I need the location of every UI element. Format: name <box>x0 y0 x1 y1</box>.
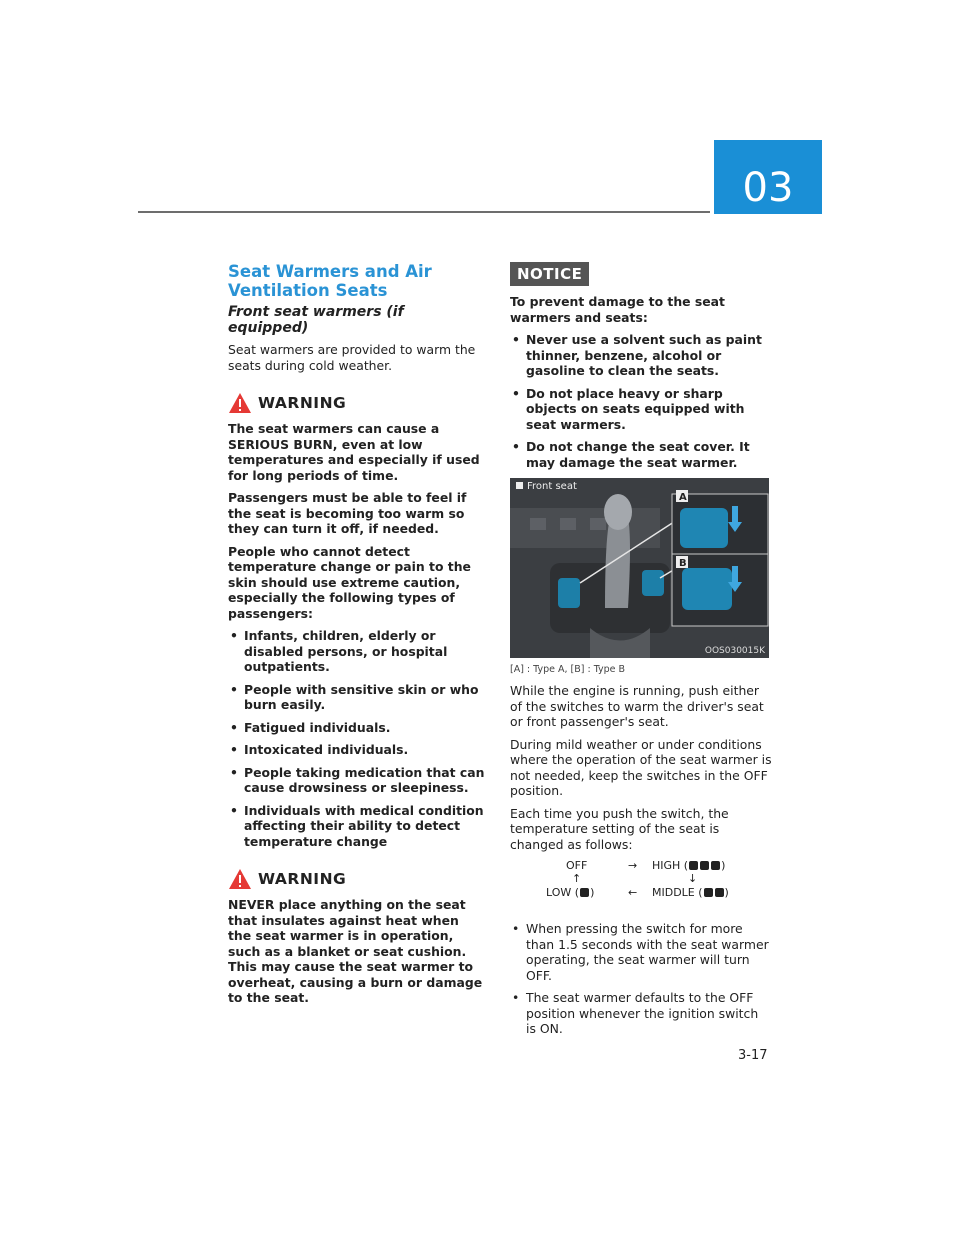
heat-icon <box>704 888 713 897</box>
temperature-cycle-diagram <box>546 859 766 911</box>
warning-label: WARNING <box>258 870 347 888</box>
body-p1: While the engine is running, push either of the switches to warm the driver's seat or front passenger's seat. <box>510 683 764 729</box>
list-item: • Individuals with medical condition affecting their ability to detect temperature change <box>228 803 486 850</box>
arrow-left-icon: ← <box>628 886 638 899</box>
notice-intro: To prevent damage to the seat warmers and seats: <box>510 294 725 325</box>
warning1-p2: Passengers must be able to feel if the seat is becoming too warm so they can turn it off, if needed. <box>228 490 467 536</box>
intro-text: Seat warmers are provided to warm the seats during cold weather. <box>228 342 476 373</box>
heat-icon <box>689 861 698 870</box>
header-rule <box>138 211 710 213</box>
callout-a: A <box>679 492 687 503</box>
cycle-off: OFF <box>566 859 588 872</box>
left-column <box>228 262 486 1013</box>
list-item: • The seat warmer defaults to the OFF position whenever the ignition switch is ON. <box>510 990 772 1037</box>
notes-list <box>510 921 772 1037</box>
figure-caption: [A] : Type A, [B] : Type B <box>510 664 626 675</box>
figure-label: Front seat <box>516 481 577 492</box>
cycle-high: HIGH ( ) <box>652 859 726 872</box>
console-illustration <box>510 478 769 658</box>
warning1-p1: The seat warmers can cause a SERIOUS BURN, even at low temperatures and especially if used for long periods of time. <box>228 421 480 483</box>
heat-icon <box>711 861 720 870</box>
list-item: • When pressing the switch for more than 1.5 seconds with the seat warmer operating, the seat warmer will turn OFF. <box>510 921 772 983</box>
chapter-number: 03 <box>742 165 794 211</box>
list-item: • Do not place heavy or sharp objects on seats equipped with seat warmers. <box>510 386 772 433</box>
cycle-middle: MIDDLE ( ) <box>652 886 729 899</box>
arrow-up-icon: ↑ <box>572 872 582 885</box>
callout-b: B <box>679 558 687 569</box>
list-item: • Infants, children, elderly or disabled persons, or hospital outpatients. <box>228 628 486 675</box>
list-item: • Intoxicated individuals. <box>228 742 486 758</box>
notice-badge: NOTICE <box>510 262 589 286</box>
right-column <box>510 262 772 1044</box>
page-number: 3-17 <box>738 1048 768 1063</box>
figure-code: OOS030015K <box>704 646 765 656</box>
heat-icon <box>715 888 724 897</box>
heat-icon <box>700 861 709 870</box>
arrow-right-icon: → <box>628 859 638 872</box>
warning-icon <box>228 391 252 415</box>
warning-icon <box>228 867 252 891</box>
warning-heading-1 <box>228 391 486 415</box>
list-item: • Never use a solvent such as paint thinner, benzene, alcohol or gasoline to clean the seats. <box>510 332 772 379</box>
warning-heading-2 <box>228 867 486 891</box>
arrow-down-icon: ↓ <box>688 872 698 885</box>
warning2-p1: NEVER place anything on the seat that insulates against heat when the seat warmer is in operation, such as a blanket or seat cushion. This may cause the seat warmer to overheat, causing a burn or damage to the seat. <box>228 897 483 1005</box>
subsection-title: Front seat warmers (if equipped) <box>228 304 404 336</box>
section-title: Seat Warmers and Air Ventilation Seats <box>228 262 432 300</box>
cycle-low: LOW ( ) <box>546 886 595 899</box>
list-item: • Do not change the seat cover. It may damage the seat warmer. <box>510 439 772 470</box>
warning-label: WARNING <box>258 394 347 412</box>
body-p3: Each time you push the switch, the temperature setting of the seat is changed as follows: <box>510 805 729 852</box>
warning1-p3: People who cannot detect temperature change or pain to the skin should use extreme caution, especially the following types of passengers: <box>228 543 471 621</box>
body-p2: During mild weather or under conditions where the operation of the seat warmer is not needed, keep the switches in the OFF position. <box>510 736 772 798</box>
warning1-list <box>228 628 486 849</box>
list-item: • Fatigued individuals. <box>228 720 486 736</box>
heat-icon <box>580 888 589 897</box>
list-item: • People with sensitive skin or who burn easily. <box>228 682 486 713</box>
chapter-tab <box>714 140 822 214</box>
notice-list <box>510 332 772 470</box>
seat-warmer-photo <box>510 478 769 658</box>
list-item: • People taking medication that can cause drowsiness or sleepiness. <box>228 765 486 796</box>
